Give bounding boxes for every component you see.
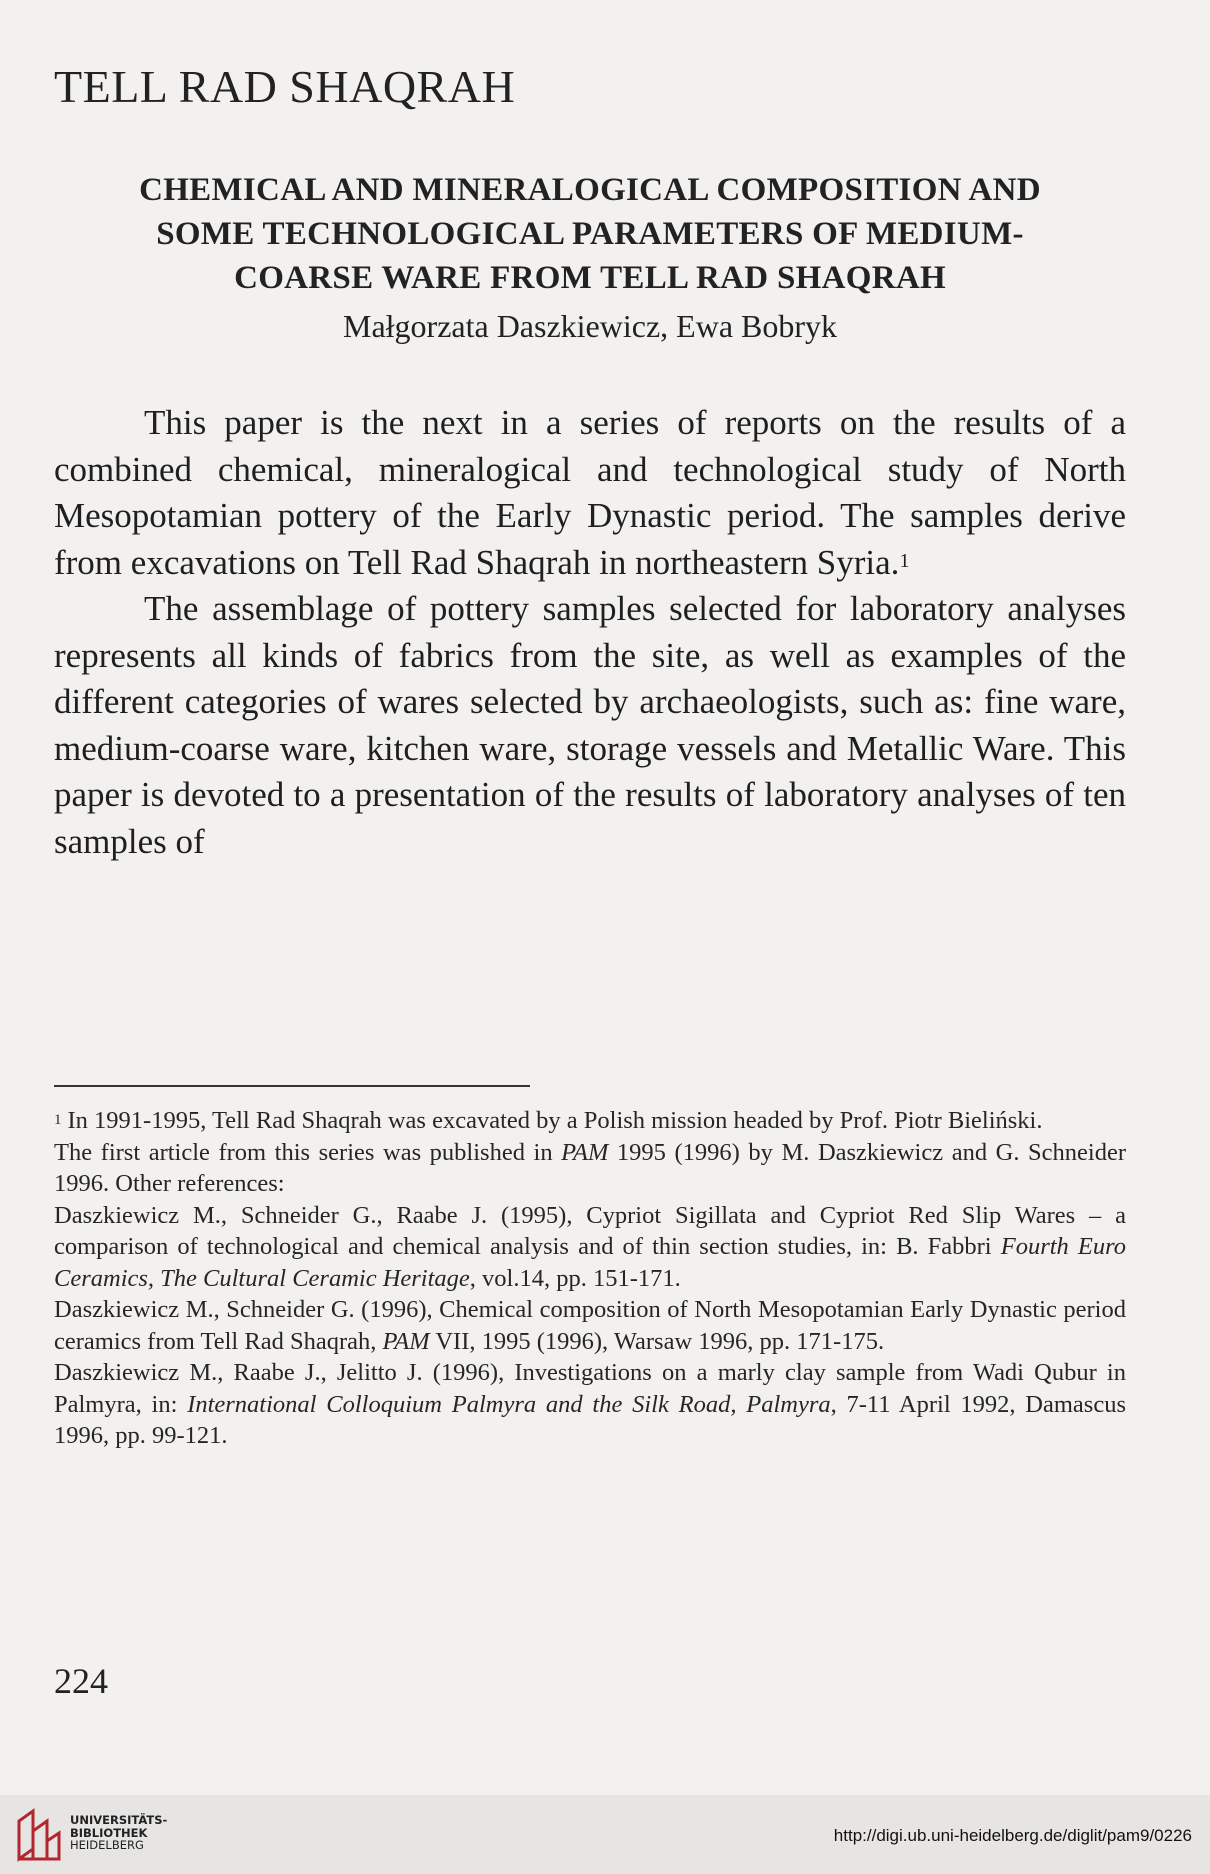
reference-intro (54, 1137, 1126, 1200)
footnote-divider (54, 1085, 530, 1087)
library-name-line: HEIDELBERG (70, 1838, 144, 1852)
reference-text: VII, 1995 (1996), Warsaw 1996, pp. 171-175. (429, 1327, 885, 1355)
reference-text: Daszkiewicz M., Schneider G. (1996), Chemical composition of North Mesopotamian Early Dynastic period ceramics from Tell Rad Shaqrah, (54, 1296, 1126, 1355)
footnote-text: In 1991-1995, Tell Rad Shaqrah was excavated by a Polish mission headed by Prof. Piotr Bieliński. (67, 1107, 1043, 1134)
reference-text: , 7-11 April 1992, Damascus 1996, pp. 99-121. (54, 1390, 1127, 1449)
reference-italic: PAM (382, 1327, 430, 1355)
running-head: TELL RAD SHAQRAH (54, 61, 516, 112)
reference-italic: PAM (561, 1138, 609, 1166)
authors: Małgorzata Daszkiewicz, Ewa Bobryk (342, 308, 838, 344)
library-name-line: UNIVERSITÄTS- (70, 1813, 168, 1827)
footnote (54, 1105, 1126, 1137)
reference-text: 1995 (1996) by M. Daszkiewicz and G. Schneider 1996. Other references: (54, 1138, 1126, 1197)
footnote-marker[interactable]: 1 (899, 549, 910, 572)
reference-text: The first article from this series was published in (54, 1138, 562, 1166)
library-logo-icon[interactable] (14, 1807, 64, 1863)
reference-entry (54, 1200, 1126, 1295)
reference-italic: Fourth Euro Ceramics, The Cultural Ceramic Heritage (54, 1233, 1126, 1292)
article-title (54, 168, 1126, 300)
footnotes (54, 1105, 1126, 1452)
reference-text: Daszkiewicz M., Raabe J., Jelitto J. (1996), Investigations on a marly clay sample from Wadi Qubur in Palmyra, in: (54, 1359, 1126, 1418)
footer-bar (0, 1795, 1210, 1874)
reference-text: , vol.14, pp. 151-171. (469, 1264, 681, 1292)
paragraph: The assemblage of pottery samples selected for laboratory analyses represents all kinds of fabrics from the site, as well as examples of the different categories of wares selected by archaeologists, such as: fine ware, medium-coarse ware, kitchen ware, storage vessels and Metallic Ware. This paper is devoted to a presentation of the results of laboratory analyses of ten samples of (54, 589, 1126, 861)
page-number: 224 (54, 1661, 108, 1701)
reference-text: Daszkiewicz M., Schneider G., Raabe J. (1995), Cypriot Sigillata and Cypriot Red Slip Wares – a comparison of technological and chemical analysis and of thin section studies, in: B. Fabbri (54, 1201, 1126, 1260)
title-line: SOME TECHNOLOGICAL PARAMETERS OF MEDIUM- (156, 216, 1024, 252)
library-name-line: BIBLIOTHEK (70, 1825, 148, 1840)
title-line: COARSE WARE FROM TELL RAD SHAQRAH (234, 260, 946, 296)
paragraph-text: This paper is the next in a series of reports on the results of a combined chemical, mineralogical and technological study of North Mesopotamian pottery of the Early Dynastic period. The samples derive from excavations on Tell Rad Shaqrah in northeastern Syria. (54, 403, 1126, 582)
reference-italic: International Colloquium Palmyra and the Silk Road, Palmyra (187, 1390, 831, 1418)
footnote-number: 1 (54, 1112, 62, 1128)
library-name (70, 1814, 167, 1852)
source-url-link[interactable]: http://digi.ub.uni-heidelberg.de/diglit/pam9/0226 (833, 1826, 1192, 1845)
title-line: CHEMICAL AND MINERALOGICAL COMPOSITION AND (139, 172, 1041, 208)
reference-entry (54, 1294, 1126, 1357)
body-text (54, 400, 1126, 865)
reference-entry (54, 1357, 1126, 1452)
paragraph (54, 400, 1126, 586)
